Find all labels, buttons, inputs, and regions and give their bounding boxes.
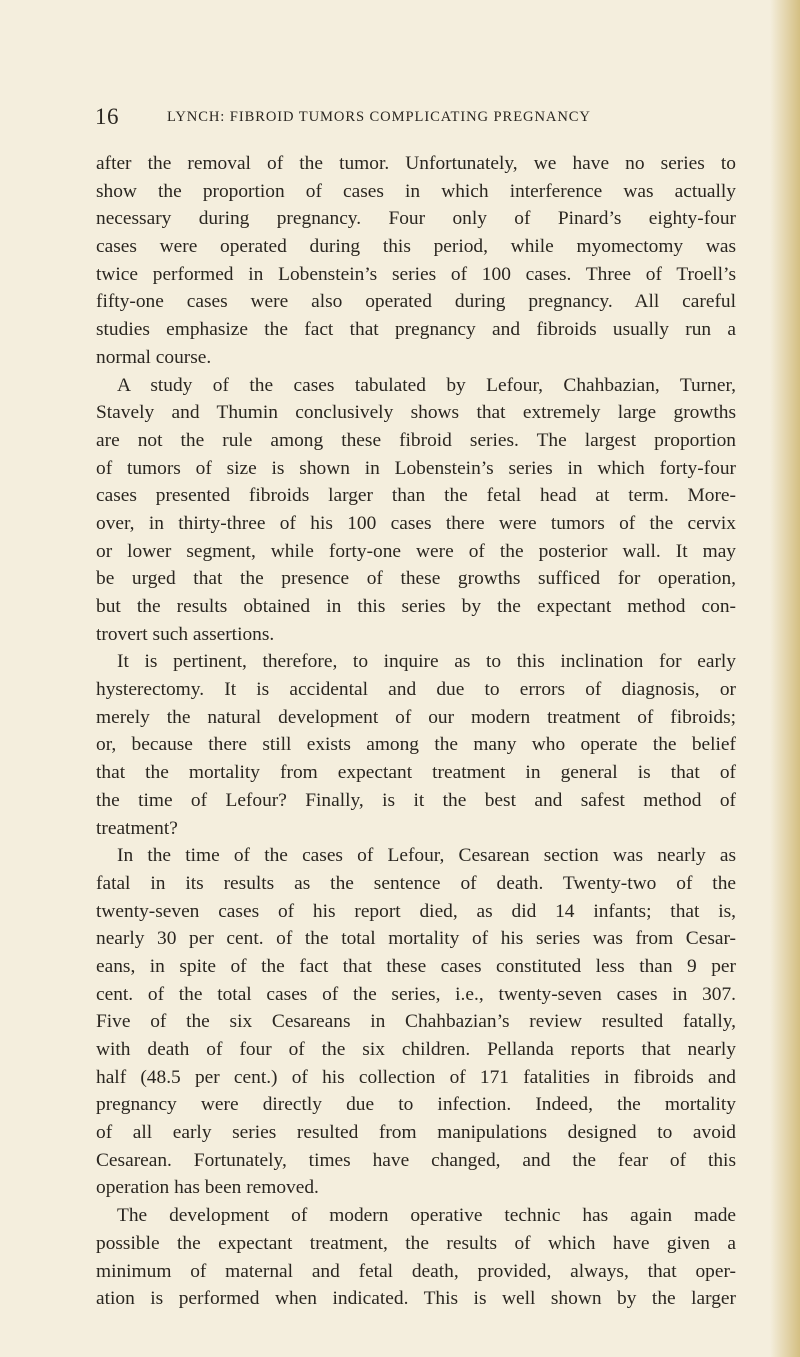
text-line: of all early series resulted from manipulations designed to avoid xyxy=(96,1122,736,1144)
text-line: Cesarean. Fortunately, times have changed, and the fear of this xyxy=(96,1149,736,1171)
text-line: eans, in spite of the fact that these cases constituted less than 9 per xyxy=(96,955,736,977)
text-line: cases were operated during this period, while myomectomy was xyxy=(96,236,736,258)
text-line: cent. of the total cases of the series, i.e., twenty-seven cases in 307. xyxy=(96,983,736,1005)
text-line: be urged that the presence of these growths sufficed for operation, xyxy=(96,568,736,590)
text-line: that the mortality from expectant treatment in general is that of xyxy=(96,762,736,784)
text-line: over, in thirty-three of his 100 cases there were tumors of the cervix xyxy=(96,512,736,534)
text-line: or, because there still exists among the many who operate the belief xyxy=(96,734,736,756)
text-line: trovert such assertions. xyxy=(96,623,275,645)
text-line: fifty-one cases were also operated during pregnancy. All careful xyxy=(96,291,736,313)
text-line: necessary during pregnancy. Four only of Pinard’s eighty-four xyxy=(96,208,736,230)
running-title: LYNCH: FIBROID TUMORS COMPLICATING PREGNANCY xyxy=(167,109,591,125)
text-line: ation is performed when indicated. This is well shown by the larger xyxy=(96,1288,736,1310)
page-header xyxy=(95,104,715,134)
text-line: but the results obtained in this series by the expectant method con- xyxy=(96,596,736,617)
text-line: A study of the cases tabulated by Lefour, Chahbazian, Turner, xyxy=(117,374,736,396)
text-line: treatment? xyxy=(96,817,178,839)
text-line: Five of the six Cesareans in Chahbazian’s review resulted fatally, xyxy=(96,1011,736,1033)
text-line: hysterectomy. It is accidental and due to errors of diagnosis, or xyxy=(96,679,736,701)
text-line: or lower segment, while forty-one were of the posterior wall. It may xyxy=(96,540,736,562)
text-line: after the removal of the tumor. Unfortunately, we have no series to xyxy=(96,153,736,174)
text-line: minimum of maternal and fetal death, provided, always, that oper- xyxy=(96,1260,736,1282)
text-line: of tumors of size is shown in Lobenstein’s series in which forty-four xyxy=(96,457,736,479)
text-line: with death of four of the six children. Pellanda reports that nearly xyxy=(96,1039,736,1060)
text-line: It is pertinent, therefore, to inquire as to this inclination for early xyxy=(117,651,736,673)
text-line: In the time of the cases of Lefour, Cesarean section was nearly as xyxy=(117,845,736,867)
text-line: normal course. xyxy=(96,346,212,368)
text-line: cases presented fibroids larger than the fetal head at term. More- xyxy=(96,485,736,507)
text-line: studies emphasize the fact that pregnancy and fibroids usually run a xyxy=(96,319,736,341)
text-line: nearly 30 per cent. of the total mortality of his series was from Cesar- xyxy=(96,928,736,950)
page-number: 16 xyxy=(95,104,119,129)
text-line: The development of modern operative technic has again made xyxy=(117,1205,736,1227)
text-line: twice performed in Lobenstein’s series of 100 cases. Three of Troell’s xyxy=(96,263,736,285)
text-line: half (48.5 per cent.) of his collection of 171 fatalities in fibroids and xyxy=(96,1066,736,1088)
text-line: pregnancy were directly due to infection. Indeed, the mortality xyxy=(96,1094,736,1116)
text-line: possible the expectant treatment, the results of which have given a xyxy=(96,1232,736,1254)
text-line: operation has been removed. xyxy=(96,1177,319,1199)
text-line: merely the natural development of our modern treatment of fibroids; xyxy=(96,706,736,728)
text-line: fatal in its results as the sentence of death. Twenty-two of the xyxy=(96,872,736,894)
body-text xyxy=(96,150,736,1313)
text-line: are not the rule among these fibroid series. The largest proportion xyxy=(96,429,736,451)
text-line: Stavely and Thumin conclusively shows that extremely large growths xyxy=(96,402,736,424)
text-line: show the proportion of cases in which interference was actually xyxy=(96,180,736,202)
text-line: twenty-seven cases of his report died, as did 14 infants; that is, xyxy=(96,900,736,922)
text-line: the time of Lefour? Finally, is it the best and safest method of xyxy=(96,789,736,811)
